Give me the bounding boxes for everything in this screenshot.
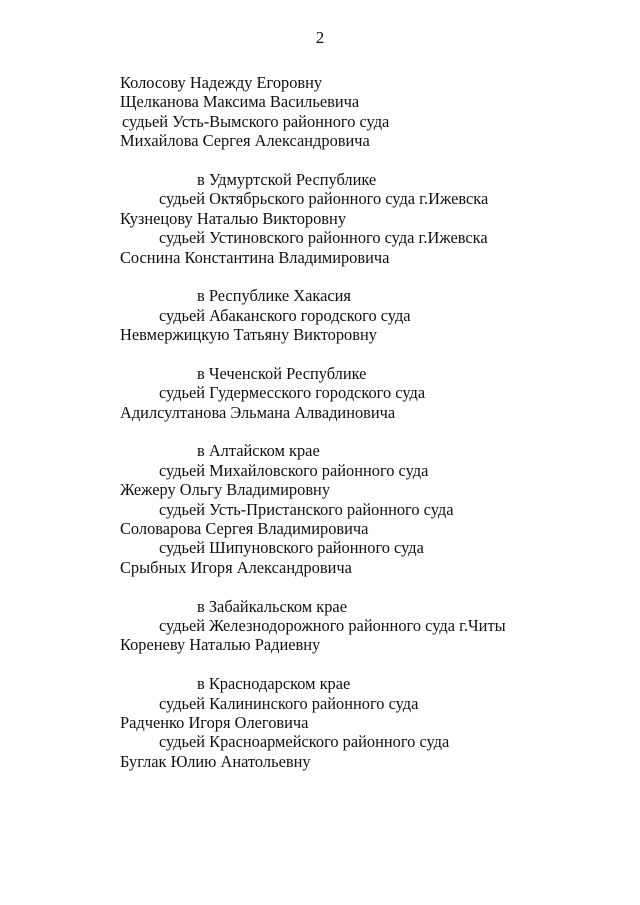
appointee-name: Кореневу Наталью Радиевну bbox=[120, 635, 321, 655]
court-position: судьей Гудермесского городского суда bbox=[159, 383, 426, 403]
appointee-name: Адилсултанова Эльмана Алвадиновича bbox=[120, 402, 396, 422]
region-heading: в Чеченской Республике bbox=[197, 363, 367, 383]
appointee-name: Жежеру Ольгу Владимировну bbox=[120, 480, 331, 500]
page-number: 2 bbox=[315, 28, 325, 47]
appointee-name: Михайлова Сергея Александровича bbox=[120, 131, 370, 151]
section-gap bbox=[0, 422, 640, 441]
court-position: судьей Усть-Вымского районного суда bbox=[122, 111, 390, 131]
court-position: судьей Октябрьского районного суда г.Ижевска bbox=[159, 189, 489, 209]
appointee-name: Невмержицкую Татьяну Викторовну bbox=[120, 325, 377, 345]
court-position: судьей Железнодорожного районного суда г.Читы bbox=[159, 615, 506, 635]
appointee-name: Соснина Константина Владимировича bbox=[120, 247, 390, 267]
appointee-name: Радченко Игоря Олеговича bbox=[120, 712, 309, 732]
appointee-name: Соловарова Сергея Владимировича bbox=[120, 518, 369, 538]
section-gap bbox=[0, 344, 640, 363]
court-position: судьей Шипуновского районного суда bbox=[159, 538, 424, 558]
region-heading: в Удмуртской Республике bbox=[197, 169, 377, 189]
appointee-name: Колосову Надежду Егоровну bbox=[120, 73, 323, 92]
region-heading: в Краснодарском крае bbox=[197, 674, 351, 694]
section-gap bbox=[0, 151, 640, 170]
section-gap bbox=[0, 267, 640, 286]
appointee-name: Кузнецову Наталью Викторовну bbox=[120, 208, 347, 228]
court-position: судьей Красноармейского районного суда bbox=[159, 732, 450, 752]
region-heading: в Алтайском крае bbox=[197, 441, 320, 461]
region-heading: в Республике Хакасия bbox=[197, 286, 351, 306]
appointee-name: Буглак Юлию Анатольевну bbox=[120, 751, 311, 771]
section-gap bbox=[0, 577, 640, 596]
court-position: судьей Усть-Пристанского районного суда bbox=[159, 499, 454, 519]
appointee-name: Срыбных Игоря Александровича bbox=[120, 557, 352, 577]
appointee-name: Щелканова Максима Васильевича bbox=[120, 92, 360, 112]
court-position: судьей Устиновского районного суда г.Ижевска bbox=[159, 228, 488, 248]
document-body bbox=[0, 73, 640, 771]
court-position: судьей Михайловского районного суда bbox=[159, 460, 429, 480]
section-gap bbox=[0, 655, 640, 674]
court-position: судьей Калининского районного суда bbox=[159, 693, 419, 713]
court-position: судьей Абаканского городского суда bbox=[159, 305, 411, 325]
region-heading: в Забайкальском крае bbox=[197, 596, 347, 616]
